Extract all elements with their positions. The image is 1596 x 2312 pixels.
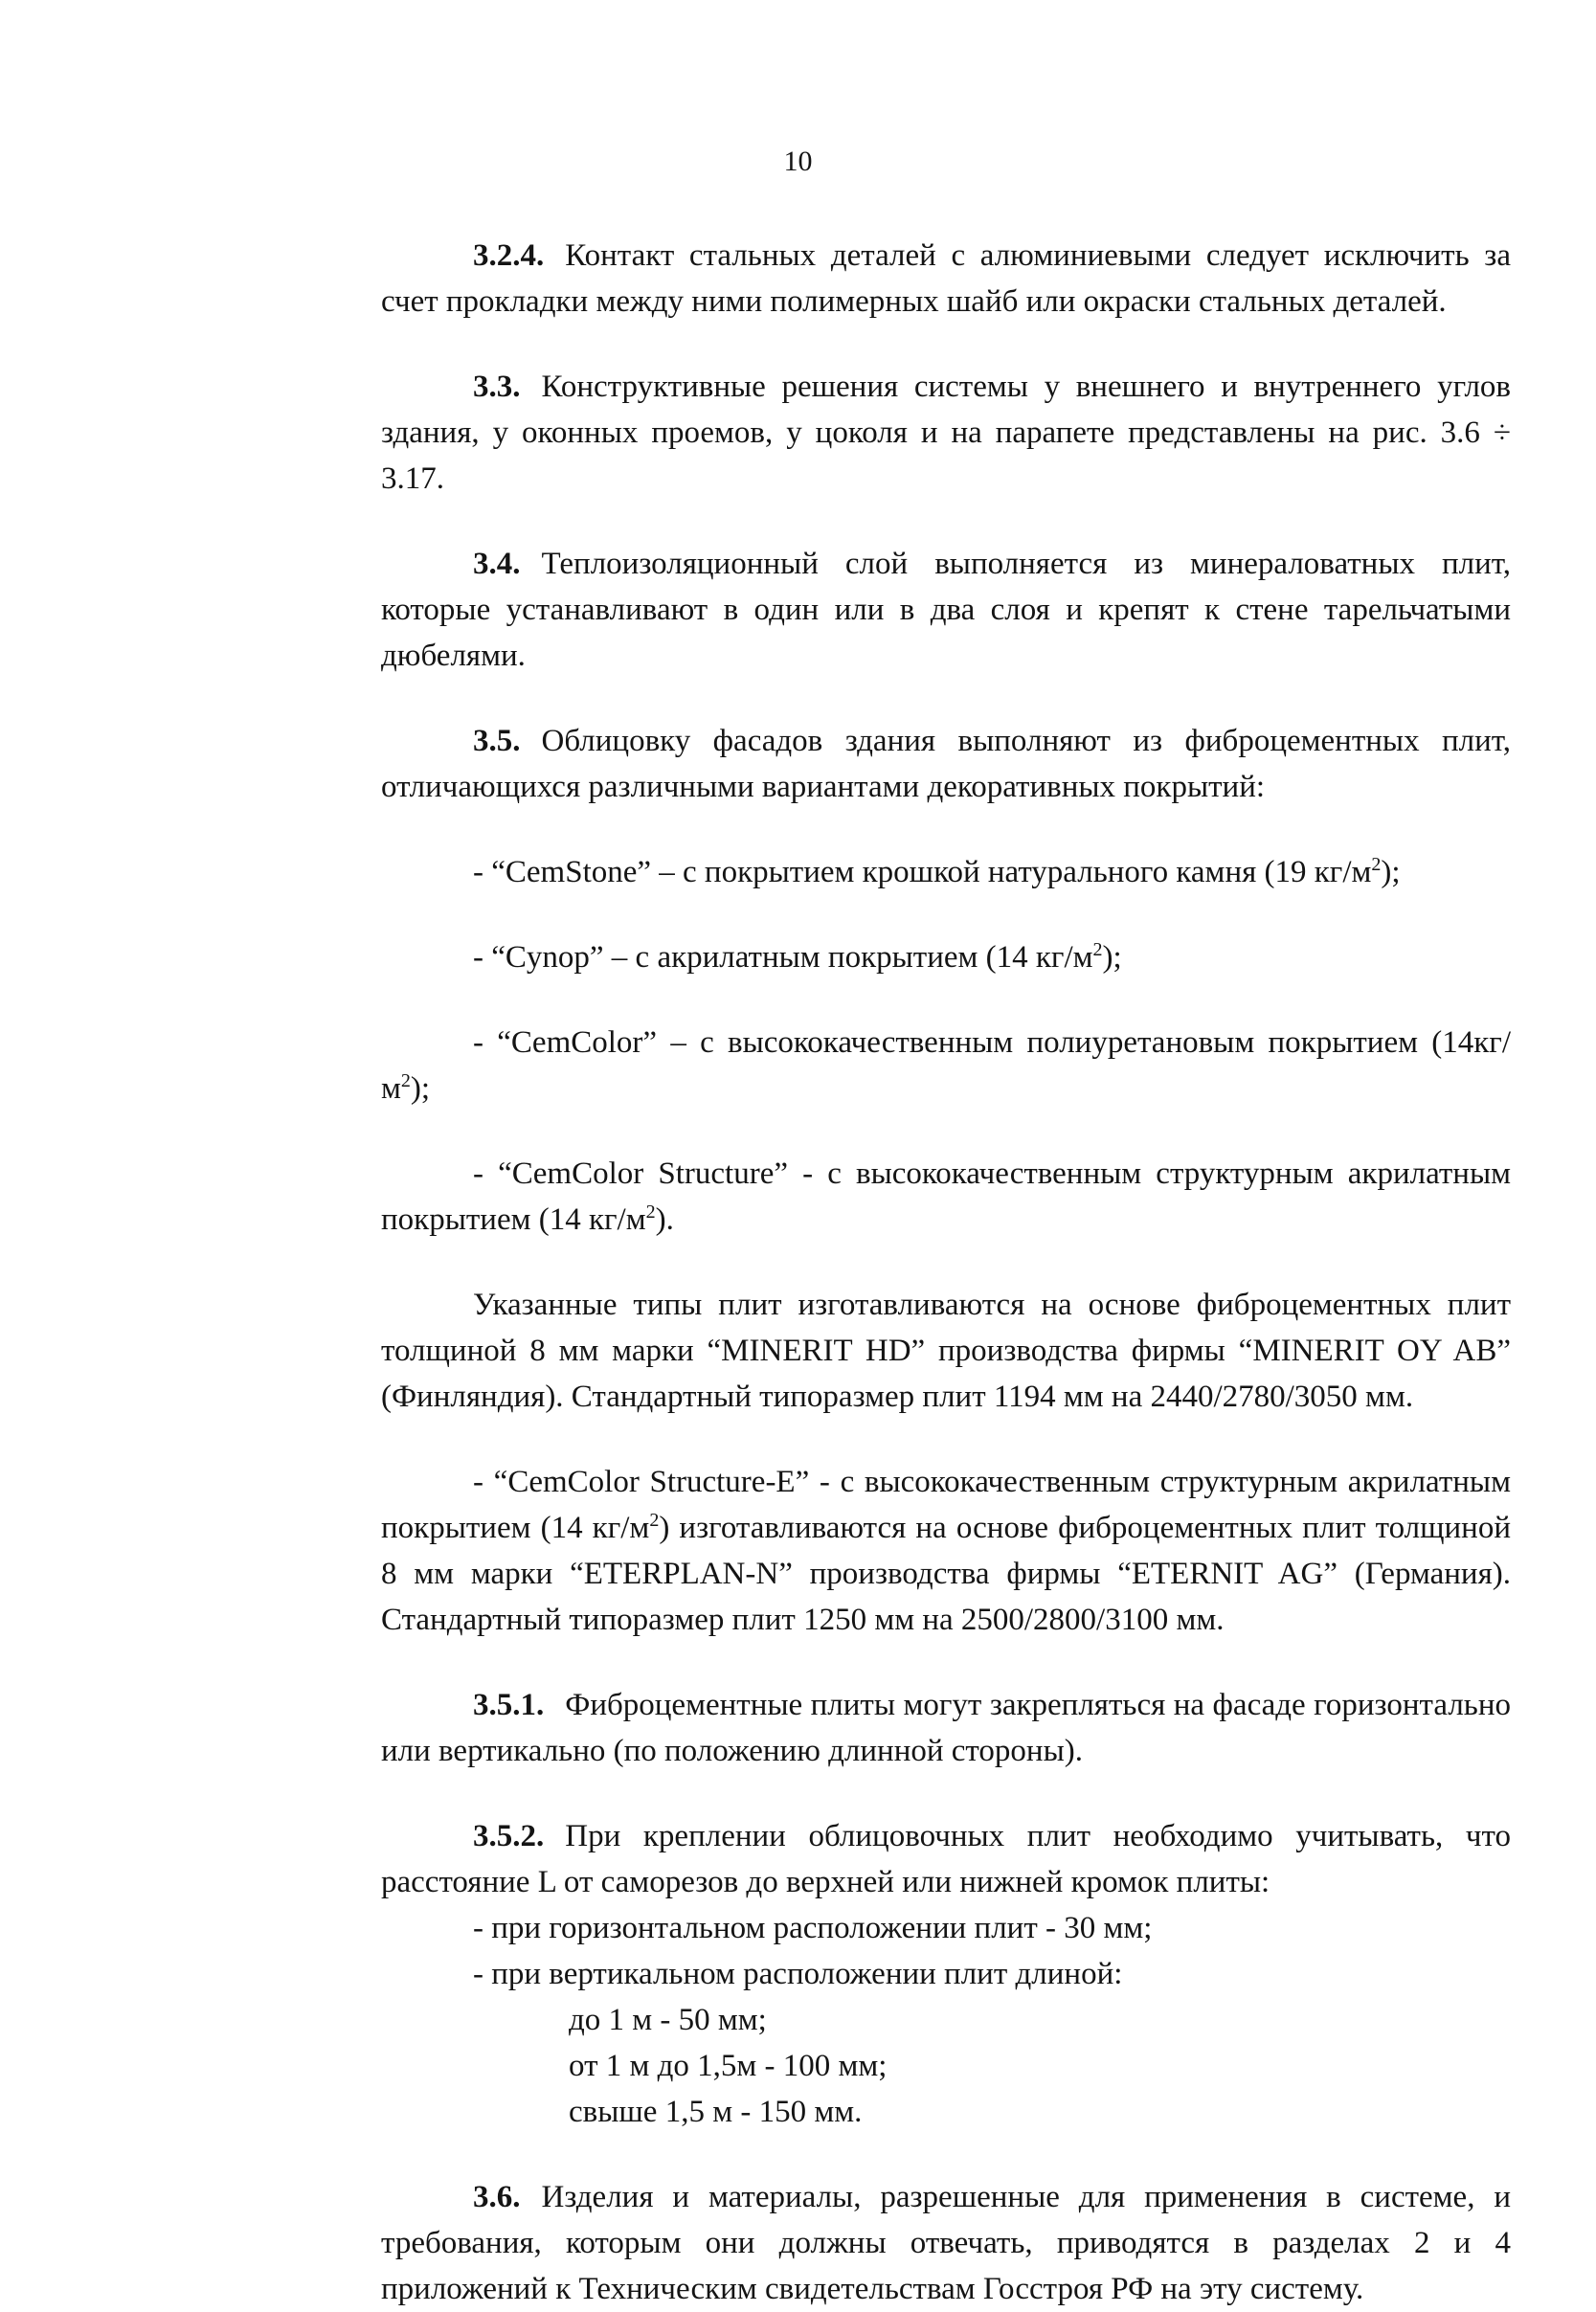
section-number: 3.5.	[473, 724, 521, 758]
section-number: 3.2.4.	[473, 238, 545, 273]
paragraph-text: Конструктивные решения системы у внешнего и внутреннего углов здания, у оконных проемов, у цоколя и на парапете представлены на рис. 3.6 ÷ 3.17.	[381, 370, 1511, 496]
paragraph-text: Изделия и материалы, разрешенные для применения в системе, и требования, которым они должны отвечать, приводятся в разделах 2 и 4 приложений к Техническим свидетельствам Госстроя РФ на эту систему.	[381, 2180, 1511, 2306]
section-number: 3.3.	[473, 370, 521, 404]
paragraph-text: Контакт стальных деталей с алюминиевыми следует исключить за счет прокладки между ними полимерных шайб или окраски стальных деталей.	[381, 238, 1511, 319]
paragraph-3-2-4	[381, 233, 1511, 325]
page-number: 10	[783, 146, 813, 177]
section-number: 3.4.	[473, 547, 521, 581]
paragraph-3-5	[381, 718, 1511, 810]
paragraph-text: При креплении облицовочных плит необходимо учитывать, что расстояние L от саморезов до верхней или нижней кромок плиты:	[381, 1819, 1511, 1899]
coating-item-cemcolor-structure: - “CemColor Structure” - с высококачественным структурным акрилатным покрытием (14 $кг/м^2$).	[381, 1156, 1511, 1237]
paragraph-3-5-2	[381, 1813, 1511, 1905]
section-number: 3.6.	[473, 2180, 521, 2214]
list-item: до 1 м - 50 мм;	[569, 2003, 767, 2037]
list-item: - при вертикальном расположении плит длиной:	[473, 1957, 1123, 1991]
coating-item-cemstone: - “CemStone” – с покрытием крошкой натурального камня (19 $кг/м^2$);	[473, 854, 1401, 889]
paragraph-3-3	[381, 364, 1511, 502]
section-number: 3.5.1.	[473, 1688, 545, 1722]
paragraph-text: Теплоизоляционный слой выполняется из минераловатных плит, которые устанавливают в один или в два слоя и крепят к стене тарельчатыми дюбелями.	[381, 547, 1511, 673]
paragraph-text: Облицовку фасадов здания выполняют из фиброцементных плит, отличающихся различными вариантами декоративных покрытий:	[381, 724, 1511, 804]
fastening-distance-list	[381, 1905, 1511, 1997]
list-item: свыше 1,5 м - 150 мм.	[569, 2095, 863, 2129]
document-body	[381, 233, 1511, 2312]
paragraph-text: Фиброцементные плиты могут закрепляться на фасаде горизонтально или вертикально (по положению длинной стороны).	[381, 1688, 1511, 1768]
note-minerit: Указанные типы плит изготавливаются на основе фиброцементных плит толщиной 8 мм марки “MINERIT HD” производства фирмы “MINERIT OY AB” (Финляндия). Стандартный типоразмер плит 1194 мм на 2440/2780/3050 мм.	[381, 1288, 1511, 1414]
list-item: - при горизонтальном расположении плит - 30 мм;	[473, 1911, 1153, 1945]
vertical-length-list	[381, 1997, 1511, 2135]
coating-item-cemcolor: - “CemColor” – с высококачественным полиуретановым покрытием $(14кг/м^2)$;	[381, 1025, 1511, 1106]
coating-item-cemcolor-structure-e: - “CemColor Structure-E” - с высококачественным структурным акрилатным покрытием (14 $кг/м^2$) изготавливаются на основе фиброцементных плит толщиной 8 мм марки “ETERPLAN-N” производства фирмы “ETERNIT AG” (Германия). Стандартный типоразмер плит 1250 мм на 2500/2800/3100 мм.	[381, 1465, 1512, 1637]
paragraph-3-5-1	[381, 1682, 1511, 1774]
list-item: от 1 м до 1,5м - 100 мм;	[569, 2049, 888, 2083]
coating-item-cynop: - “Cynop” – с акрилатным покрытием (14 $кг/м^2$);	[473, 939, 1122, 975]
paragraph-3-6	[381, 2174, 1511, 2312]
section-number: 3.5.2.	[473, 1819, 545, 1853]
paragraph-3-4	[381, 541, 1511, 679]
